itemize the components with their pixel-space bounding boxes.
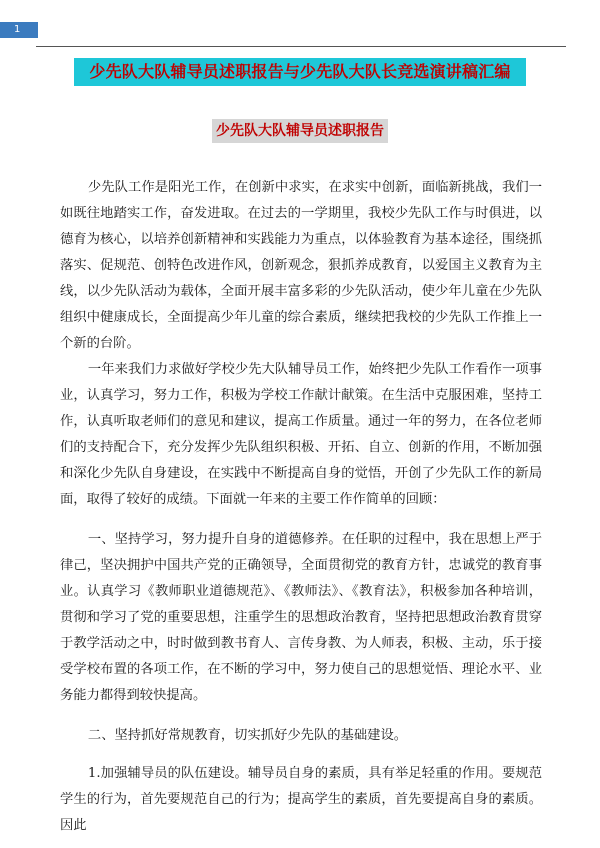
- paragraph: 一年来我们力求做好学校少先大队辅导员工作，始终把少先队工作看作一项事业，认真学习，努力工作，积极为学校工作献计献策。在生活中克服困难，坚持工作，认真听取老师们的意见和建议，提高工作质量。通过一年的努力，在各位老师们的支持配合下，充分发挥少先队组织积极、开拓、自立、创新的作用，不断加强和深化少先队自身建设，在实践中不断提高自身的觉悟，开创了少先队工作的新局面，取得了较好的成绩。下面就一年来的主要工作作简单的回顾：: [60, 362, 542, 507]
- page-number-badge: 1: [0, 22, 38, 38]
- paragraph: 少先队工作是阳光工作，在创新中求实，在求实中创新，面临新挑战，我们一如既往地踏实工作，奋发进取。在过去的一学期里，我校少先队工作与时俱进，以德育为核心，以培养创新精神和实践能力为重点，以体验教育为基本途径，围绕抓落实、促规范、创特色改进作风，创新观念，狠抓养成教育，以爱国主义教育为主线，以少先队活动为载体，全面开展丰富多彩的少先队活动，使少年儿童在少先队组织中健康成长，全面提高少年儿童的综合素质，继续把我校的少先队工作推上一个新的台阶。: [60, 180, 542, 351]
- main-title: 少先队大队辅导员述职报告与少先队大队长竞选演讲稿汇编: [74, 58, 526, 86]
- header-rule: [36, 46, 566, 47]
- sub-title-text: 少先队大队辅导员述职报告: [212, 119, 388, 143]
- paragraph-section-2: 二、坚持抓好常规教育，切实抓好少先队的基础建设。: [87, 728, 408, 743]
- paragraph-section-1: 一、坚持学习，努力提升自身的道德修养。在任职的过程中，我在思想上严于律己，坚决拥护中国共产党的正确领导，全面贯彻党的教育方针，忠诚党的教育事业。认真学习《教师职业道德规范》、《教师法》、《教育法》，积极参加各种培训，贯彻和学习了党的重要思想，注重学生的思想政治教育，坚持把思想政治教育贯穿于教学活动之中，时时做到教书育人、言传身教、为人师表，积极、主动，乐于接受学校布置的各项工作，在不断的学习中，努力使自己的思想觉悟、理论水平、业务能力都得到较快提高。: [60, 532, 542, 703]
- document-body: [60, 175, 542, 839]
- sub-title: [0, 119, 600, 143]
- paragraph-item-1: 1.加强辅导员的队伍建设。辅导员自身的素质，具有举足轻重的作用。要规范学生的行为，首先要规范自己的行为；提高学生的素质，首先要提高自身的素质。因此: [60, 766, 542, 833]
